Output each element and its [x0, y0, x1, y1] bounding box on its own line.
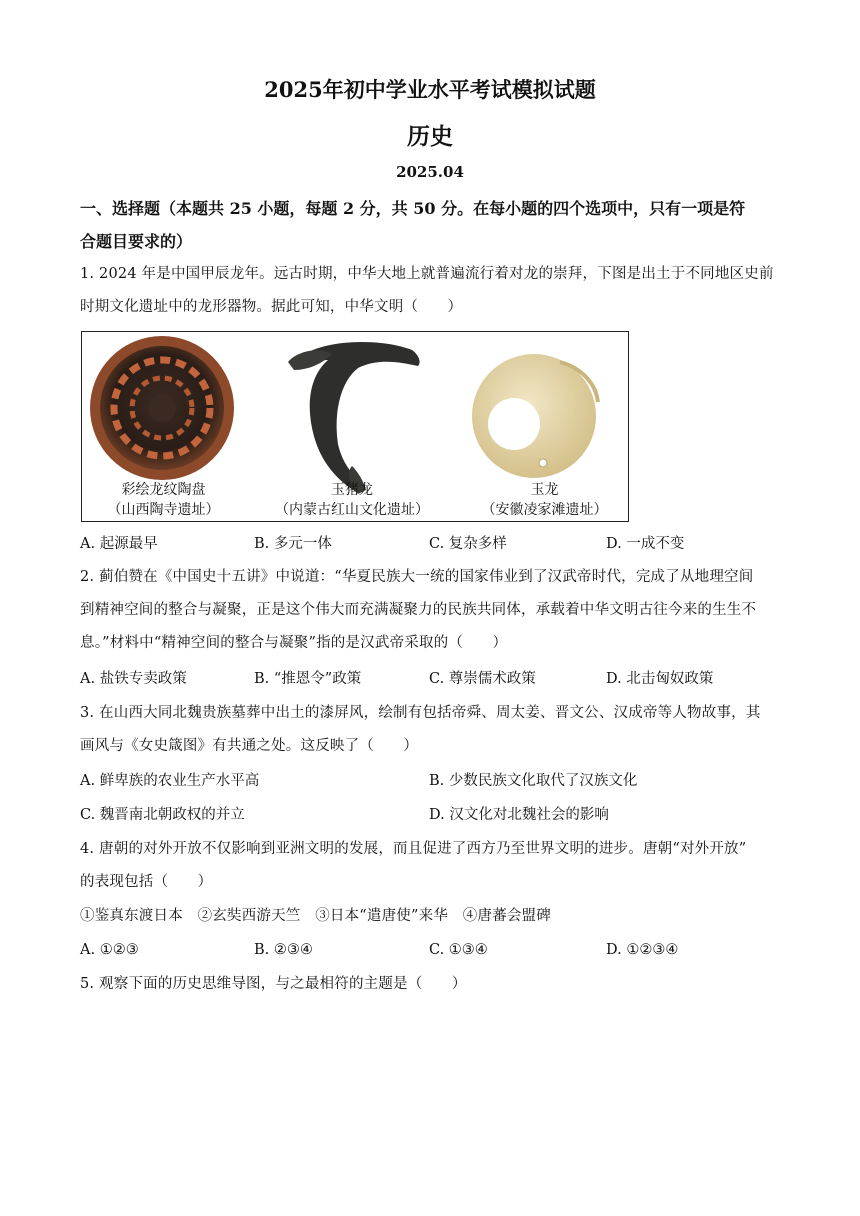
q4-option-a[interactable]: A. ①②③: [80, 942, 139, 958]
q3-options-row2: [80, 799, 785, 832]
q4-option-c[interactable]: C. ①③④: [429, 942, 488, 958]
q2-stem-line1: 2. 蓟伯赞在《中国史十五讲》中说道：“华夏民族大一统的国家伟业到了汉武帝时代，完成了从地理空间: [80, 569, 754, 585]
q2-option-b[interactable]: B. “推恩令”政策: [254, 671, 362, 687]
q3-option-c[interactable]: C. 魏晋南北朝政权的并立: [80, 807, 245, 823]
section-heading-line1: 一、选择题（本题共 25 小题，每题 2 分，共 50 分。在每小题的四个选项中，只有一项是符: [80, 199, 746, 218]
artifact-caption-1: [82, 480, 245, 520]
q5-stem-line1: 5. 观察下面的历史思维导图，与之最相符的主题是（ ）: [80, 976, 467, 992]
q1-options: [80, 528, 785, 561]
q1-option-d[interactable]: D. 一成不变: [606, 536, 685, 552]
q2-stem-line2: 到精神空间的整合与凝聚，正是这个伟大而充满凝聚力的民族共同体，承载着中华文明古往今来的生生不: [80, 602, 757, 618]
q4-options: [80, 934, 785, 967]
section-heading-line2: 合题目要求的）: [80, 232, 193, 251]
q3-options-row1: [80, 765, 785, 798]
artifact-caption-2: [252, 480, 452, 520]
artifact-site: （内蒙古红山文化遗址）: [275, 502, 429, 518]
q4-stem-line2: 的表现包括（ ）: [80, 874, 213, 890]
q2-stem-line3: 息。”材料中“精神空间的整合与凝聚”指的是汉武帝采取的（ ）: [80, 635, 508, 651]
q1-figure: [81, 331, 629, 522]
artifact-name: 彩绘龙纹陶盘: [121, 482, 206, 498]
artifact-caption-3: [462, 480, 627, 520]
painted-dragon-plate-image: [90, 336, 234, 480]
q2-options: [80, 663, 785, 696]
q2-option-c[interactable]: C. 尊崇儒术政策: [429, 671, 536, 687]
q4-option-b[interactable]: B. ②③④: [254, 942, 313, 958]
subject-title: 历史: [407, 123, 453, 150]
exam-title: 2025年初中学业水平考试模拟试题: [264, 77, 596, 102]
artifact-site: （山西陶寺遗址）: [107, 502, 220, 518]
q2-option-d[interactable]: D. 北击匈奴政策: [606, 671, 714, 687]
artifact-name: 玉猪龙: [331, 482, 373, 498]
q3-stem-line2: 画风与《女史箴图》有共通之处。这反映了（ ）: [80, 738, 419, 754]
exam-date: 2025.04: [396, 163, 464, 181]
q1-stem-line1: 1. 2024 年是中国甲辰龙年。远古时期，中华大地上就普遍流行着对龙的崇拜，下图是出土于不同地区史前: [80, 266, 774, 282]
jade-dragon-image: [472, 354, 598, 478]
q1-option-b[interactable]: B. 多元一体: [254, 536, 332, 552]
q4-option-d[interactable]: D. ①②③④: [606, 942, 679, 958]
q2-option-a[interactable]: A. 盐铁专卖政策: [80, 671, 187, 687]
q4-stem-line1: 4. 唐朝的对外开放不仅影响到亚洲文明的发展，而且促进了西方乃至世界文明的进步。唐朝“对外开放”: [80, 841, 747, 857]
q1-option-c[interactable]: C. 复杂多样: [429, 536, 507, 552]
q4-items: ①鉴真东渡日本 ②玄奘西游天竺 ③日本“遣唐使”来华 ④唐蕃会盟碑: [80, 908, 551, 924]
artifact-site: （安徽凌家滩遗址）: [481, 502, 608, 518]
q3-option-b[interactable]: B. 少数民族文化取代了汉族文化: [429, 773, 638, 789]
artifact-name: 玉龙: [530, 482, 559, 498]
q3-stem-line1: 3. 在山西大同北魏贵族墓葬中出土的漆屏风，绘制有包括帝舜、周太姜、晋文公、汉成帝等人物故事，其: [80, 705, 761, 721]
q3-option-a[interactable]: A. 鲜卑族的农业生产水平高: [80, 773, 260, 789]
q1-option-a[interactable]: A. 起源最早: [80, 536, 158, 552]
jade-pig-dragon-image: [288, 342, 420, 494]
q3-option-d[interactable]: D. 汉文化对北魏社会的影响: [429, 807, 609, 823]
q1-stem-line2: 时期文化遗址中的龙形器物。据此可知，中华文明（ ）: [80, 299, 463, 315]
